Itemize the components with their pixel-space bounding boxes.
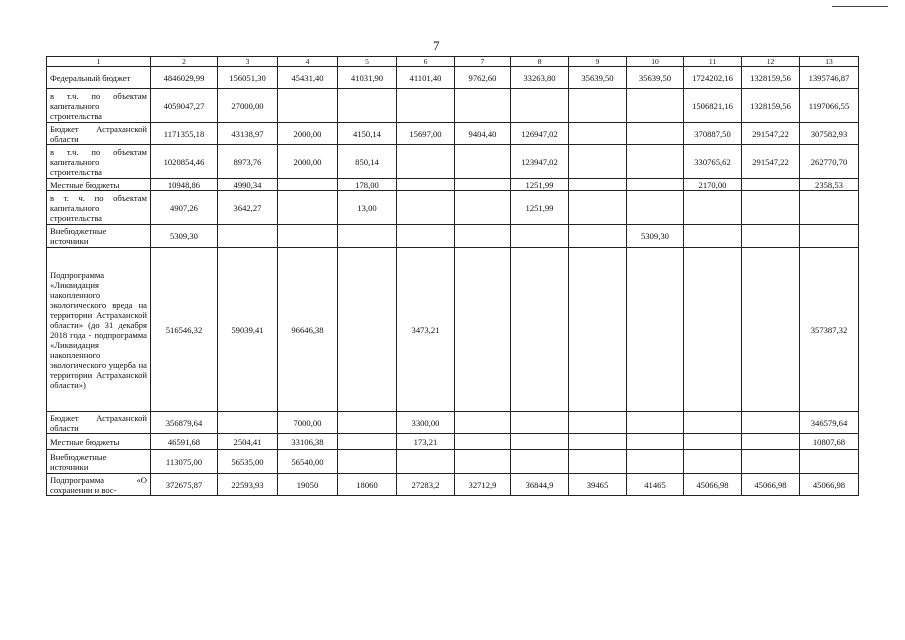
row-label: в т.ч. по объектам капитального строительства xyxy=(47,89,151,123)
amount-cell: 3473,21 xyxy=(397,248,455,412)
amount-cell: 2358,53 xyxy=(800,179,859,191)
amount-cell xyxy=(569,89,627,123)
amount-cell: 10807,68 xyxy=(800,434,859,450)
amount-cell xyxy=(627,434,684,450)
amount-cell: 22593,93 xyxy=(218,474,278,496)
amount-cell: 3300,00 xyxy=(397,412,455,434)
table-row xyxy=(47,225,859,248)
column-number: 6 xyxy=(397,57,455,67)
amount-cell: 4846029,99 xyxy=(151,67,218,89)
amount-cell xyxy=(742,179,800,191)
amount-cell xyxy=(800,450,859,474)
amount-cell: 45066,98 xyxy=(742,474,800,496)
column-number: 10 xyxy=(627,57,684,67)
row-label: Местные бюджеты xyxy=(47,179,151,191)
amount-cell: 346579,64 xyxy=(800,412,859,434)
table-row xyxy=(47,67,859,89)
amount-cell xyxy=(397,225,455,248)
table-row xyxy=(47,179,859,191)
amount-cell: 10948,86 xyxy=(151,179,218,191)
amount-cell: 262770,70 xyxy=(800,145,859,179)
amount-cell xyxy=(684,248,742,412)
amount-cell xyxy=(455,248,511,412)
table-row xyxy=(47,191,859,225)
amount-cell xyxy=(569,248,627,412)
amount-cell xyxy=(569,145,627,179)
row-label: в т.ч. по объектам капитального строительства xyxy=(47,145,151,179)
amount-cell: 4059047,27 xyxy=(151,89,218,123)
column-number: 9 xyxy=(569,57,627,67)
amount-cell: 33263,80 xyxy=(511,67,569,89)
amount-cell: 45066,98 xyxy=(684,474,742,496)
amount-cell xyxy=(800,225,859,248)
table-row xyxy=(47,434,859,450)
amount-cell xyxy=(455,191,511,225)
amount-cell: 43138,97 xyxy=(218,123,278,145)
amount-cell: 291547,22 xyxy=(742,145,800,179)
amount-cell: 59039,41 xyxy=(218,248,278,412)
amount-cell xyxy=(397,450,455,474)
amount-cell xyxy=(569,412,627,434)
amount-cell xyxy=(511,450,569,474)
amount-cell xyxy=(511,434,569,450)
amount-cell: 850,14 xyxy=(338,145,397,179)
amount-cell xyxy=(569,450,627,474)
amount-cell: 41465 xyxy=(627,474,684,496)
amount-cell: 516546,32 xyxy=(151,248,218,412)
amount-cell: 45066,98 xyxy=(800,474,859,496)
column-number: 12 xyxy=(742,57,800,67)
amount-cell xyxy=(455,434,511,450)
amount-cell xyxy=(742,225,800,248)
amount-cell: 56535,00 xyxy=(218,450,278,474)
amount-cell xyxy=(218,225,278,248)
amount-cell: 5309,30 xyxy=(151,225,218,248)
amount-cell: 1328159,56 xyxy=(742,67,800,89)
amount-cell: 39465 xyxy=(569,474,627,496)
amount-cell: 46591,68 xyxy=(151,434,218,450)
amount-cell xyxy=(742,412,800,434)
amount-cell: 56540,00 xyxy=(278,450,338,474)
amount-cell: 2000,00 xyxy=(278,123,338,145)
amount-cell xyxy=(455,89,511,123)
row-label: Бюджет Астраханской области xyxy=(47,123,151,145)
amount-cell xyxy=(278,179,338,191)
amount-cell: 41101,40 xyxy=(397,67,455,89)
amount-cell: 113075,00 xyxy=(151,450,218,474)
budget-table xyxy=(46,56,859,496)
amount-cell xyxy=(397,191,455,225)
amount-cell xyxy=(455,145,511,179)
amount-cell xyxy=(627,248,684,412)
amount-cell: 291547,22 xyxy=(742,123,800,145)
table-row xyxy=(47,450,859,474)
amount-cell: 356879,64 xyxy=(151,412,218,434)
amount-cell xyxy=(742,434,800,450)
row-label: Подпрограмма «О сохранении и вос- xyxy=(47,474,151,496)
amount-cell xyxy=(278,191,338,225)
row-label: Внебюджетные источники xyxy=(47,450,151,474)
column-number: 13 xyxy=(800,57,859,67)
amount-cell: 27000,00 xyxy=(218,89,278,123)
amount-cell: 330765,62 xyxy=(684,145,742,179)
amount-cell: 4990,34 xyxy=(218,179,278,191)
amount-cell xyxy=(627,450,684,474)
table-row xyxy=(47,248,859,412)
amount-cell: 32712,9 xyxy=(455,474,511,496)
corner-rule xyxy=(832,6,888,7)
row-label: в т. ч. по объектам капитального строительства xyxy=(47,191,151,225)
amount-cell: 307582,93 xyxy=(800,123,859,145)
amount-cell xyxy=(684,450,742,474)
amount-cell: 27283,2 xyxy=(397,474,455,496)
amount-cell: 1251,99 xyxy=(511,179,569,191)
amount-cell xyxy=(569,434,627,450)
amount-cell: 126947,02 xyxy=(511,123,569,145)
row-label: Местные бюджеты xyxy=(47,434,151,450)
amount-cell: 372675,87 xyxy=(151,474,218,496)
amount-cell xyxy=(627,145,684,179)
amount-cell xyxy=(742,191,800,225)
amount-cell xyxy=(684,191,742,225)
amount-cell xyxy=(684,225,742,248)
amount-cell xyxy=(569,225,627,248)
row-label: Внебюджетные источники xyxy=(47,225,151,248)
column-number: 2 xyxy=(151,57,218,67)
column-number-row xyxy=(47,57,859,67)
amount-cell: 2000,00 xyxy=(278,145,338,179)
amount-cell: 2170,00 xyxy=(684,179,742,191)
amount-cell: 35639,50 xyxy=(569,67,627,89)
amount-cell xyxy=(397,179,455,191)
amount-cell: 41031,90 xyxy=(338,67,397,89)
amount-cell xyxy=(397,145,455,179)
amount-cell: 4907,26 xyxy=(151,191,218,225)
amount-cell: 1020854,46 xyxy=(151,145,218,179)
amount-cell: 5309,30 xyxy=(627,225,684,248)
column-number: 11 xyxy=(684,57,742,67)
row-label: Федеральный бюджет xyxy=(47,67,151,89)
amount-cell: 15697,00 xyxy=(397,123,455,145)
amount-cell: 96646,38 xyxy=(278,248,338,412)
amount-cell: 19050 xyxy=(278,474,338,496)
amount-cell xyxy=(569,123,627,145)
amount-cell: 2504,41 xyxy=(218,434,278,450)
amount-cell: 1251,99 xyxy=(511,191,569,225)
amount-cell xyxy=(511,412,569,434)
amount-cell: 173,21 xyxy=(397,434,455,450)
page-number: 7 xyxy=(433,38,440,53)
amount-cell xyxy=(338,450,397,474)
amount-cell xyxy=(684,412,742,434)
amount-cell xyxy=(338,412,397,434)
amount-cell xyxy=(338,225,397,248)
amount-cell: 1395746,87 xyxy=(800,67,859,89)
amount-cell: 370887,50 xyxy=(684,123,742,145)
amount-cell xyxy=(397,89,455,123)
amount-cell: 45431,40 xyxy=(278,67,338,89)
amount-cell xyxy=(511,248,569,412)
amount-cell xyxy=(338,434,397,450)
amount-cell: 357387,32 xyxy=(800,248,859,412)
amount-cell: 1328159,56 xyxy=(742,89,800,123)
amount-cell xyxy=(742,450,800,474)
amount-cell xyxy=(455,225,511,248)
amount-cell xyxy=(511,225,569,248)
amount-cell xyxy=(742,248,800,412)
amount-cell: 9762,60 xyxy=(455,67,511,89)
amount-cell xyxy=(455,450,511,474)
amount-cell xyxy=(338,89,397,123)
amount-cell xyxy=(338,248,397,412)
amount-cell xyxy=(455,179,511,191)
amount-cell: 13,00 xyxy=(338,191,397,225)
amount-cell: 35639,50 xyxy=(627,67,684,89)
amount-cell xyxy=(627,179,684,191)
amount-cell xyxy=(627,191,684,225)
amount-cell xyxy=(627,89,684,123)
amount-cell: 178,00 xyxy=(338,179,397,191)
column-number: 1 xyxy=(47,57,151,67)
amount-cell: 1171355,18 xyxy=(151,123,218,145)
row-label: Подпрограмма «Ликвидация накопленного экологического вреда на территории Астраханской области» (до 31 декабря 2018 года - подпрограмма «Ликвидация накопленного экологического ущерба на территории Астраханской области») xyxy=(47,248,151,412)
column-number: 8 xyxy=(511,57,569,67)
column-number: 7 xyxy=(455,57,511,67)
column-number: 4 xyxy=(278,57,338,67)
amount-cell: 7000,00 xyxy=(278,412,338,434)
amount-cell xyxy=(800,191,859,225)
amount-cell xyxy=(569,191,627,225)
amount-cell: 4150,14 xyxy=(338,123,397,145)
amount-cell xyxy=(278,89,338,123)
column-number: 3 xyxy=(218,57,278,67)
amount-cell: 8973,76 xyxy=(218,145,278,179)
table-row xyxy=(47,474,859,496)
amount-cell: 33106,38 xyxy=(278,434,338,450)
amount-cell xyxy=(569,179,627,191)
amount-cell xyxy=(278,225,338,248)
amount-cell: 1197066,55 xyxy=(800,89,859,123)
amount-cell xyxy=(511,89,569,123)
amount-cell: 123947,02 xyxy=(511,145,569,179)
amount-cell xyxy=(455,412,511,434)
amount-cell: 9404,40 xyxy=(455,123,511,145)
table-row xyxy=(47,145,859,179)
amount-cell xyxy=(218,412,278,434)
amount-cell: 36844,9 xyxy=(511,474,569,496)
amount-cell xyxy=(684,434,742,450)
amount-cell: 156051,30 xyxy=(218,67,278,89)
table-row xyxy=(47,123,859,145)
row-label: Бюджет Астраханской области xyxy=(47,412,151,434)
amount-cell xyxy=(627,412,684,434)
table-row xyxy=(47,89,859,123)
amount-cell: 3642,27 xyxy=(218,191,278,225)
amount-cell: 18060 xyxy=(338,474,397,496)
amount-cell: 1506821,16 xyxy=(684,89,742,123)
table-row xyxy=(47,412,859,434)
column-number: 5 xyxy=(338,57,397,67)
amount-cell xyxy=(627,123,684,145)
amount-cell: 1724202,16 xyxy=(684,67,742,89)
